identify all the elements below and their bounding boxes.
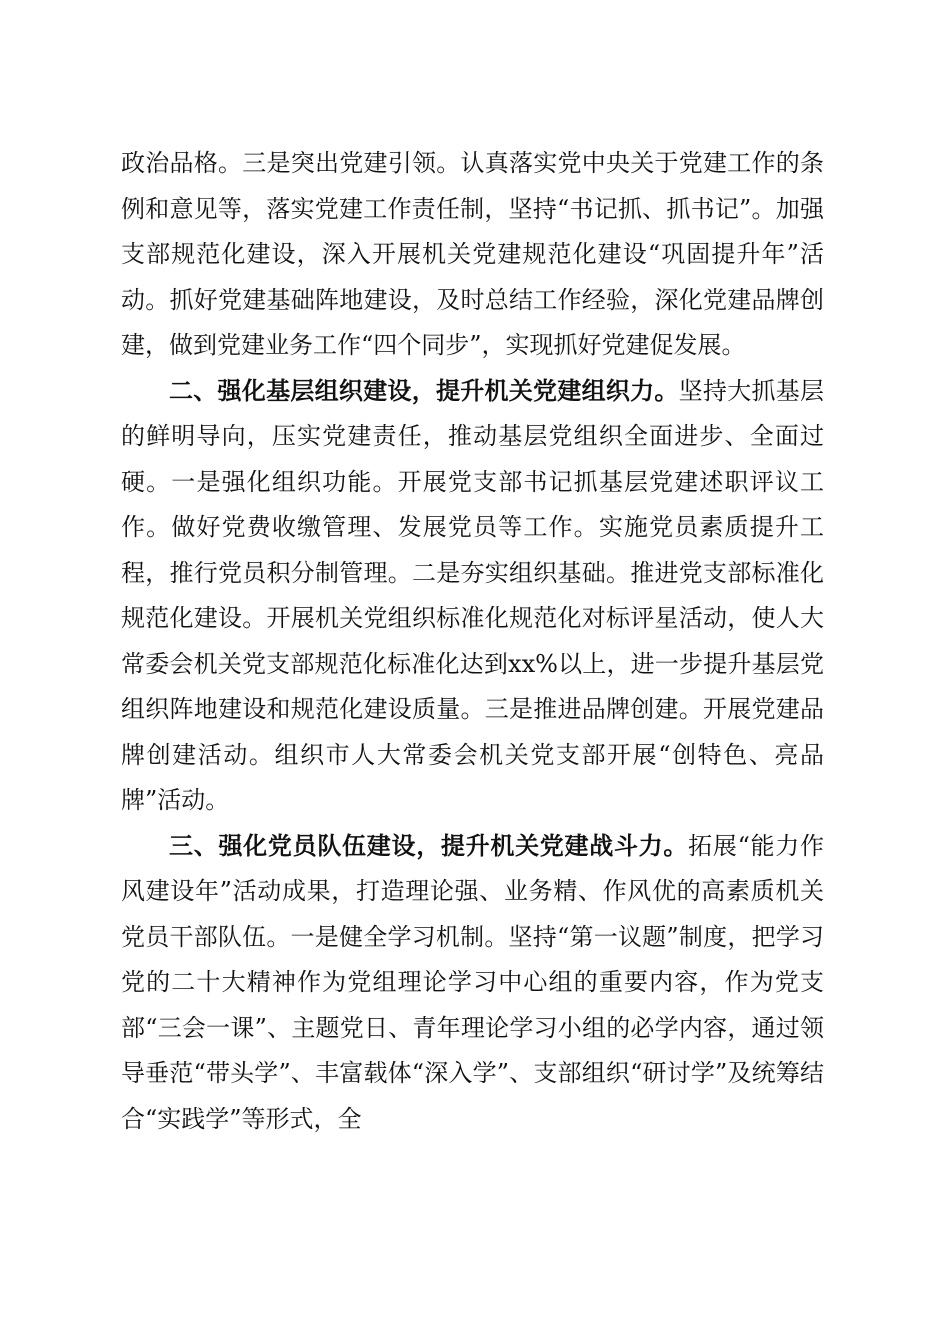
document-body xyxy=(121,141,824,1142)
paragraph-1 xyxy=(121,141,824,369)
section-3-heading: 三、强化党员队伍建设，提升机关党建战斗力。 xyxy=(169,831,689,860)
paragraph-2-body: 坚持大抓基层的鲜明导向，压实党建责任，推动基层党组织全面进步、全面过硬。一是强化组织功能。开展党支部书记抓基层党建述职评议工作。做好党费收缴管理、发展党员等工作。实施党员素质提升工程，推行党员积分制管理。二是夯实组织基础。推进党支部标准化规范化建设。开展机关党组织标准化规范化对标评星活动，使人大常委会机关党支部规范化标准化达到xx%以上，进一步提升基层党组织阵地建设和规范化建设质量。三是推进品牌创建。开展党建品牌创建活动。组织市人大常委会机关党支部开展“创特色、亮品牌”活动。 xyxy=(121,376,825,814)
paragraph-1-body: 政治品格。三是突出党建引领。认真落实党中央关于党建工作的条例和意见等，落实党建工作责任制，坚持“书记抓、抓书记”。加强支部规范化建设，深入开展机关党建规范化建设“巩固提升年”活动。抓好党建基础阵地建设，及时总结工作经验，深化党建品牌创建，做到党建业务工作“四个同步”，实现抓好党建促发展。 xyxy=(121,149,824,359)
section-2-heading: 二、强化基层组织建设，提升机关党建组织力。 xyxy=(169,376,679,405)
paragraph-3 xyxy=(121,824,824,1143)
paragraph-2 xyxy=(121,369,824,824)
paragraph-3-body: 拓展“能力作风建设年”活动成果，打造理论强、业务精、作风优的高素质机关党员干部队伍。一是健全学习机制。坚持“第一议题”制度，把学习党的二十大精神作为党组理论学习中心组的重要内容，作为党支部“三会一课”、主题党日、青年理论学习小组的必学内容，通过领导垂范“带头学”、丰富载体“深入学”、支部组织“研讨学”及统筹结合“实践学”等形式，全 xyxy=(121,831,824,1133)
